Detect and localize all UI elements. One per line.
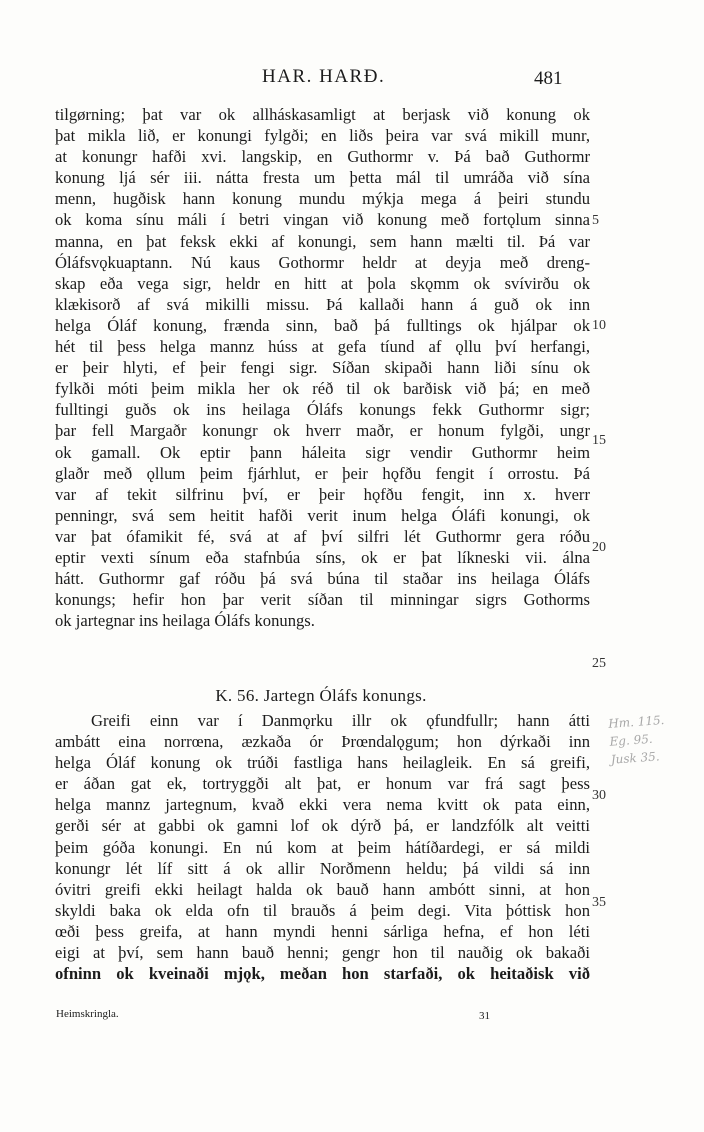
paragraph-1: [55, 104, 590, 631]
pencil-annotation: [608, 709, 693, 784]
margin-line-number: 30: [592, 788, 606, 803]
chapter-heading-text: K. 56. Jartegn Óláfs konungs.: [215, 686, 427, 705]
pencil-note-line: Jusk 35.: [610, 749, 661, 767]
text-line: manna, en þat feksk ekki af konungi, sem hann mælti til. Þá var: [55, 231, 590, 251]
text-line: konungs; hefir hon þar verit síðan til minningar sigrs Gothorms: [55, 590, 590, 610]
pencil-note-line: Eg. 95.: [609, 731, 654, 749]
text-line: var af tekit silfrinu því, er þeir hǫfðu fengit, inn x. hverr: [55, 484, 590, 504]
text-line: skap eða vega sigr, heldr en hitt at þola skǫmm ok svívirðu ok: [55, 273, 590, 293]
paragraph-2: [55, 710, 590, 984]
text-line: hét til þess helga mannz húss at gefa tíund af ǫllu því herfangi,: [55, 337, 590, 357]
text-line: klækisorð af svá mikilli missu. Þá kallaði hann á guð ok inn: [55, 294, 590, 314]
margin-line-number: 20: [592, 540, 606, 555]
text-line: fulltingi guðs ok ins heilaga Óláfs konungs fekk Guthormr sigr;: [55, 400, 590, 420]
text-line: óvitri greifi ekki heilagt halda ok bauð hann ambótt sinni, at hon: [55, 879, 590, 899]
signature-mark: 31: [479, 1010, 490, 1022]
running-head: [0, 66, 704, 96]
text-line: var þat ófamikit fé, svá at af því silfri lét Guthormr gera róðu: [55, 526, 590, 546]
footer-title: Heimskringla.: [56, 1008, 119, 1020]
text-line: skyldi baka ok elda ofn til brauðs á þeim degi. Vita þóttisk hon: [55, 900, 590, 920]
text-line: þat mikla lið, er konungi fylgði; en liðs þeira var svá mikill munr,: [55, 126, 590, 146]
text-line: eptir vexti sínum eða stafnbúa síns, ok er þat líkneski vii. álna: [55, 547, 590, 567]
text-line: ok gamall. Ok eptir þann háleita sigr vendir Guthormr heim: [55, 442, 590, 462]
text-line: ambátt eina norrœna, æzkaða ór Þrœndalǫgum; hon dýrkaði inn: [55, 732, 590, 752]
text-line: hátt. Guthormr gaf róðu þá svá búna til staðar ins heilaga Óláfs: [55, 569, 590, 589]
margin-line-number: 15: [592, 433, 606, 448]
text-line: ofninn ok kveinaði mjǫk, meðan hon starfaði, ok heitaðisk við: [55, 964, 590, 984]
page-number: 481: [534, 68, 563, 89]
text-line: glaðr með ǫllum þeim fjárhlut, er þeir hǫfðu fengit í orrostu. Þá: [55, 463, 590, 483]
text-line: tilgørning; þat var ok allháskasamligt at berjask við konung ok: [55, 105, 590, 124]
text-line: þeim góða konungi. En nú kom at þeim hátíðardegi, er sá mildi: [55, 837, 590, 857]
text-line: er áðan gat ek, tortryggði alt þat, er honum var frá sagt þess: [55, 774, 590, 794]
text-line: Greifi einn var í Danmǫrku illr ok ǫfundfullr; hann átti: [91, 711, 590, 730]
text-line: helga mannz jartegnum, kvað ekki vera nema kvitt ok pata einn,: [55, 795, 590, 815]
text-line: helga Óláf konung, frænda sinn, bað þá fulltings ok hjálpar ok: [55, 315, 590, 335]
margin-line-number: 35: [592, 895, 606, 910]
text-line: gerði sér at gabbi ok gamni lof ok dýrð þá, er landzfólk alt veitti: [55, 816, 590, 836]
text-line: ok jartegnar ins heilaga Óláfs konungs.: [55, 611, 315, 631]
text-line: eigi at því, sem hann bauð henni; gengr hon til nauðig ok bakaði: [55, 943, 590, 963]
text-line: ok koma sínu máli í betri vingan við konung með fortǫlum sinna: [55, 210, 590, 230]
text-line: penningr, svá sem heitit hafði verit inum helga Óláfi konungi, ok: [55, 505, 590, 525]
text-line: fylkði móti þeim mikla her ok réð til ok barðisk við þá; en með: [55, 379, 590, 399]
margin-line-number: 25: [592, 656, 606, 671]
text-line: œði þess greifa, at hann myndi henni sárliga hefna, ef hon léti: [55, 921, 590, 941]
pencil-note-line: Hm. 115.: [607, 712, 665, 731]
text-line: helga Óláf konung ok trúði fastliga hans heilagleik. En sá greifi,: [55, 753, 590, 773]
margin-line-number: 5: [592, 213, 599, 228]
text-line: Óláfsvǫkuaptann. Nú kaus Gothormr heldr at deyja með dreng-: [55, 252, 590, 272]
text-line: er þeir hlyti, ef þeir fengi sigr. Síðan skipaði hann liði sínu ok: [55, 358, 590, 378]
text-line: menn, hugðisk hann konung mundu mýkja mega á þeiri stundu: [55, 189, 590, 209]
text-line: konungr lét líf sitt á ok allir Norðmenn heldu; þá vildi sá inn: [55, 858, 590, 878]
text-line: þar fell Margaðr konungr ok hverr maðr, er honum fylgði, ungr: [55, 421, 590, 441]
margin-line-number: 10: [592, 318, 606, 333]
chapter-heading: [0, 686, 704, 706]
running-title: HAR. HARÐ.: [262, 66, 386, 87]
text-line: konung ljá sér iii. nátta fresta um þetta mál til umráða við sína: [55, 168, 590, 188]
text-line: at konungr hafði xvi. langskip, en Guthormr v. Þá bað Guthormr: [55, 147, 590, 167]
